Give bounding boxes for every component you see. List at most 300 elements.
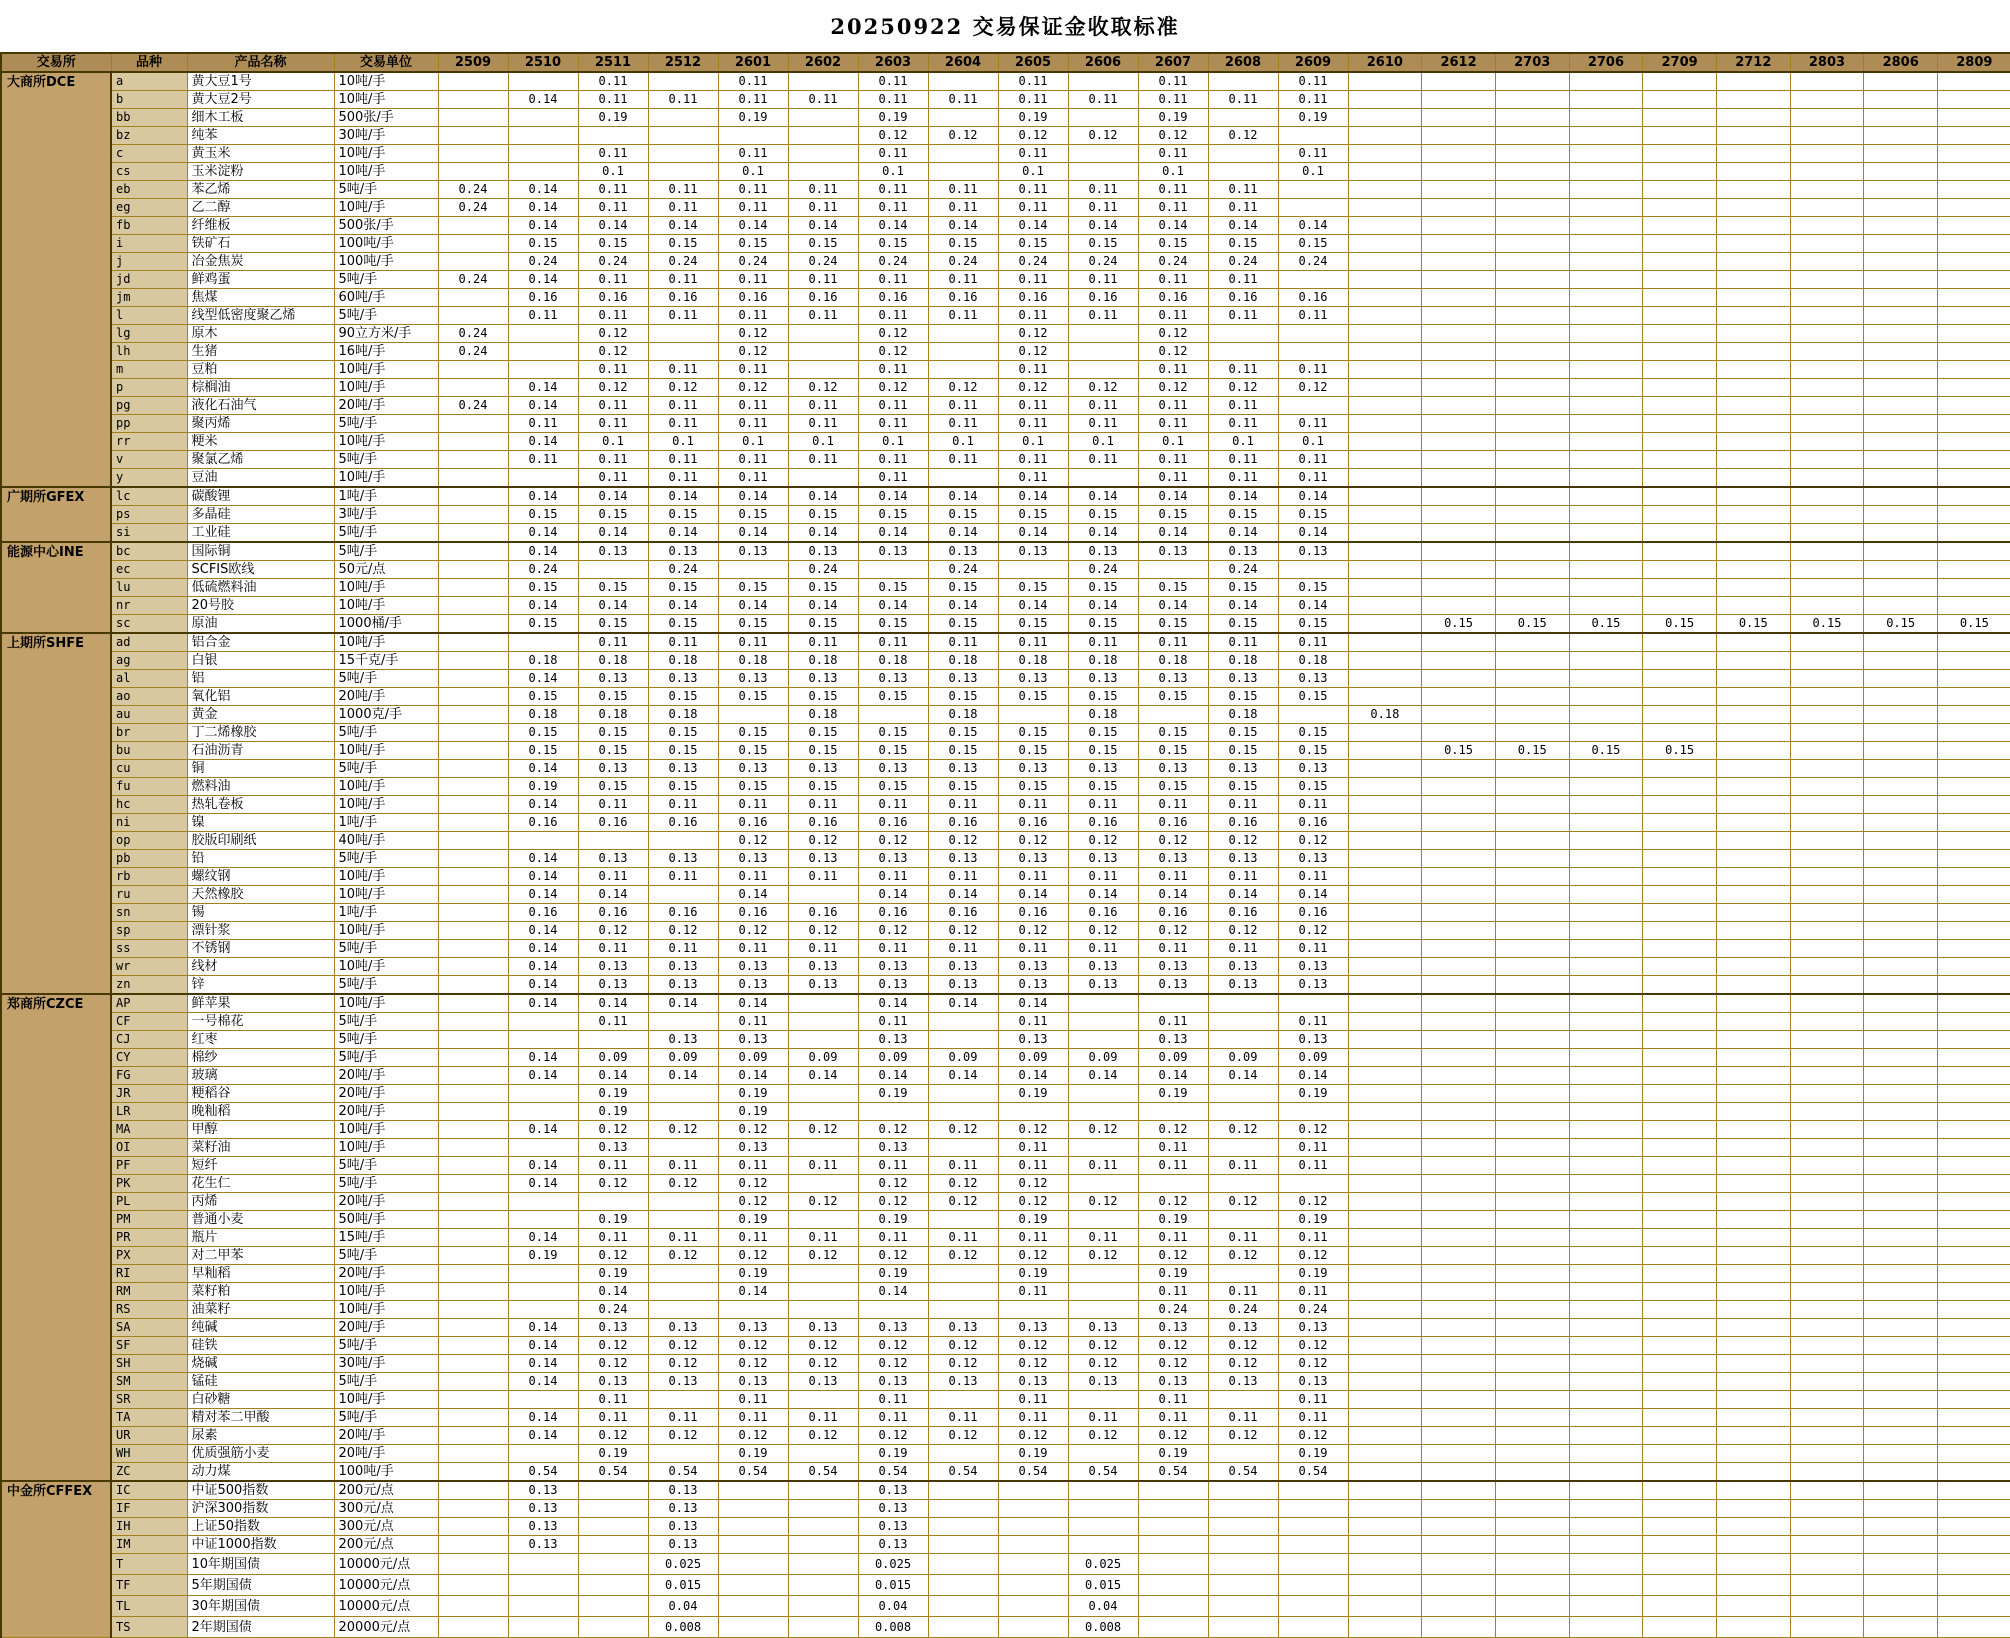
product-name[interactable]: 低硫燃料油: [187, 579, 334, 597]
margin-cell-OI-2809[interactable]: [1938, 1139, 2010, 1157]
margin-cell-fb-2605[interactable]: 0.14: [998, 217, 1068, 235]
margin-cell-sp-2709[interactable]: [1643, 922, 1717, 940]
margin-cell-RM-2806[interactable]: [1864, 1283, 1938, 1301]
trading-unit[interactable]: 300元/点: [334, 1500, 438, 1518]
margin-cell-al-2607[interactable]: 0.13: [1138, 670, 1208, 688]
margin-cell-IC-2709[interactable]: [1643, 1481, 1717, 1500]
trading-unit[interactable]: 10吨/手: [334, 868, 438, 886]
margin-cell-ni-2709[interactable]: [1643, 814, 1717, 832]
margin-cell-SH-2601[interactable]: 0.12: [718, 1355, 788, 1373]
margin-cell-FG-2703[interactable]: [1495, 1067, 1569, 1085]
trading-unit[interactable]: 10吨/手: [334, 597, 438, 615]
margin-cell-AP-2609[interactable]: [1278, 994, 1348, 1013]
margin-cell-fb-2703[interactable]: [1495, 217, 1569, 235]
margin-cell-AP-2601[interactable]: 0.14: [718, 994, 788, 1013]
margin-cell-jm-2809[interactable]: [1938, 289, 2010, 307]
margin-cell-JR-2709[interactable]: [1643, 1085, 1717, 1103]
margin-cell-nr-2706[interactable]: [1569, 597, 1643, 615]
margin-cell-j-2809[interactable]: [1938, 253, 2010, 271]
margin-cell-eg-2511[interactable]: 0.11: [578, 199, 648, 217]
margin-cell-MA-2712[interactable]: [1716, 1121, 1790, 1139]
margin-cell-au-2709[interactable]: [1643, 706, 1717, 724]
margin-cell-p-2712[interactable]: [1716, 379, 1790, 397]
margin-cell-jd-2806[interactable]: [1864, 271, 1938, 289]
margin-cell-jm-2605[interactable]: 0.16: [998, 289, 1068, 307]
margin-cell-jm-2806[interactable]: [1864, 289, 1938, 307]
margin-cell-bu-2606[interactable]: 0.15: [1068, 742, 1138, 760]
margin-cell-nr-2809[interactable]: [1938, 597, 2010, 615]
margin-cell-lh-2512[interactable]: [648, 343, 718, 361]
margin-cell-al-2609[interactable]: 0.13: [1278, 670, 1348, 688]
margin-cell-y-2609[interactable]: 0.11: [1278, 469, 1348, 488]
margin-cell-au-2608[interactable]: 0.18: [1208, 706, 1278, 724]
trading-unit[interactable]: 5吨/手: [334, 1247, 438, 1265]
margin-cell-ec-2712[interactable]: [1716, 561, 1790, 579]
margin-cell-pg-2509[interactable]: 0.24: [438, 397, 508, 415]
margin-cell-b-2512[interactable]: 0.11: [648, 91, 718, 109]
margin-cell-y-2712[interactable]: [1716, 469, 1790, 488]
margin-cell-op-2601[interactable]: 0.12: [718, 832, 788, 850]
margin-cell-SA-2608[interactable]: 0.13: [1208, 1319, 1278, 1337]
margin-cell-SA-2606[interactable]: 0.13: [1068, 1319, 1138, 1337]
margin-cell-al-2610[interactable]: [1348, 670, 1422, 688]
margin-cell-LR-2510[interactable]: [508, 1103, 578, 1121]
margin-cell-sp-2612[interactable]: [1422, 922, 1496, 940]
margin-cell-SH-2709[interactable]: [1643, 1355, 1717, 1373]
margin-cell-PR-2512[interactable]: 0.11: [648, 1229, 718, 1247]
product-code[interactable]: au: [111, 706, 187, 724]
product-code[interactable]: fu: [111, 778, 187, 796]
product-code[interactable]: RS: [111, 1301, 187, 1319]
margin-cell-c-2610[interactable]: [1348, 145, 1422, 163]
margin-cell-eb-2706[interactable]: [1569, 181, 1643, 199]
margin-cell-ad-2706[interactable]: [1569, 633, 1643, 652]
margin-cell-zn-2607[interactable]: 0.13: [1138, 976, 1208, 995]
margin-cell-m-2608[interactable]: 0.11: [1208, 361, 1278, 379]
margin-cell-ZC-2606[interactable]: 0.54: [1068, 1463, 1138, 1482]
margin-cell-ps-2712[interactable]: [1716, 506, 1790, 524]
margin-cell-TS-2510[interactable]: [508, 1617, 578, 1638]
margin-cell-op-2509[interactable]: [438, 832, 508, 850]
margin-cell-p-2806[interactable]: [1864, 379, 1938, 397]
product-code[interactable]: bu: [111, 742, 187, 760]
margin-cell-SA-2605[interactable]: 0.13: [998, 1319, 1068, 1337]
trading-unit[interactable]: 5吨/手: [334, 1049, 438, 1067]
product-name[interactable]: 原木: [187, 325, 334, 343]
margin-cell-cu-2608[interactable]: 0.13: [1208, 760, 1278, 778]
margin-cell-au-2510[interactable]: 0.18: [508, 706, 578, 724]
margin-cell-rr-2510[interactable]: 0.14: [508, 433, 578, 451]
margin-cell-PM-2606[interactable]: [1068, 1211, 1138, 1229]
margin-cell-zn-2612[interactable]: [1422, 976, 1496, 995]
margin-cell-hc-2609[interactable]: 0.11: [1278, 796, 1348, 814]
margin-cell-TS-2512[interactable]: 0.008: [648, 1617, 718, 1638]
margin-cell-RI-2610[interactable]: [1348, 1265, 1422, 1283]
margin-cell-eb-2806[interactable]: [1864, 181, 1938, 199]
product-code[interactable]: PF: [111, 1157, 187, 1175]
margin-cell-CY-2510[interactable]: 0.14: [508, 1049, 578, 1067]
margin-cell-br-2609[interactable]: 0.15: [1278, 724, 1348, 742]
trading-unit[interactable]: 100吨/手: [334, 1463, 438, 1482]
column-header-2607[interactable]: 2607: [1138, 53, 1208, 72]
margin-cell-SF-2602[interactable]: 0.12: [788, 1337, 858, 1355]
margin-cell-ad-2604[interactable]: 0.11: [928, 633, 998, 652]
margin-cell-CY-2602[interactable]: 0.09: [788, 1049, 858, 1067]
margin-cell-CY-2709[interactable]: [1643, 1049, 1717, 1067]
margin-cell-PR-2607[interactable]: 0.11: [1138, 1229, 1208, 1247]
product-name[interactable]: 不锈钢: [187, 940, 334, 958]
margin-cell-sn-2604[interactable]: 0.16: [928, 904, 998, 922]
product-code[interactable]: IH: [111, 1518, 187, 1536]
exchange-label[interactable]: 中金所CFFEX: [1, 1481, 111, 1638]
margin-cell-bu-2601[interactable]: 0.15: [718, 742, 788, 760]
margin-cell-PR-2609[interactable]: 0.11: [1278, 1229, 1348, 1247]
margin-cell-i-2605[interactable]: 0.15: [998, 235, 1068, 253]
product-code[interactable]: ad: [111, 633, 187, 652]
margin-cell-al-2703[interactable]: [1495, 670, 1569, 688]
margin-cell-eg-2608[interactable]: 0.11: [1208, 199, 1278, 217]
product-name[interactable]: 瓶片: [187, 1229, 334, 1247]
margin-cell-lh-2612[interactable]: [1422, 343, 1496, 361]
margin-cell-bc-2608[interactable]: 0.13: [1208, 542, 1278, 561]
margin-cell-PK-2712[interactable]: [1716, 1175, 1790, 1193]
margin-cell-UR-2609[interactable]: 0.12: [1278, 1427, 1348, 1445]
margin-cell-lg-2512[interactable]: [648, 325, 718, 343]
margin-cell-eb-2609[interactable]: [1278, 181, 1348, 199]
margin-cell-IC-2803[interactable]: [1790, 1481, 1864, 1500]
margin-cell-sn-2803[interactable]: [1790, 904, 1864, 922]
margin-cell-lh-2608[interactable]: [1208, 343, 1278, 361]
margin-cell-pg-2607[interactable]: 0.11: [1138, 397, 1208, 415]
margin-cell-si-2605[interactable]: 0.14: [998, 524, 1068, 543]
margin-cell-TA-2809[interactable]: [1938, 1409, 2010, 1427]
margin-cell-ss-2806[interactable]: [1864, 940, 1938, 958]
margin-cell-IF-2609[interactable]: [1278, 1500, 1348, 1518]
margin-cell-PL-2610[interactable]: [1348, 1193, 1422, 1211]
product-code[interactable]: UR: [111, 1427, 187, 1445]
margin-cell-b-2610[interactable]: [1348, 91, 1422, 109]
margin-cell-ag-2601[interactable]: 0.18: [718, 652, 788, 670]
margin-cell-j-2510[interactable]: 0.24: [508, 253, 578, 271]
margin-cell-wr-2610[interactable]: [1348, 958, 1422, 976]
margin-cell-c-2510[interactable]: [508, 145, 578, 163]
column-header-2806[interactable]: 2806: [1864, 53, 1938, 72]
margin-cell-IM-2608[interactable]: [1208, 1536, 1278, 1554]
margin-cell-pp-2603[interactable]: 0.11: [858, 415, 928, 433]
margin-cell-MA-2601[interactable]: 0.12: [718, 1121, 788, 1139]
margin-cell-rb-2510[interactable]: 0.14: [508, 868, 578, 886]
margin-cell-SH-2509[interactable]: [438, 1355, 508, 1373]
margin-cell-IM-2512[interactable]: 0.13: [648, 1536, 718, 1554]
margin-cell-CF-2509[interactable]: [438, 1013, 508, 1031]
trading-unit[interactable]: 10吨/手: [334, 361, 438, 379]
margin-cell-fu-2706[interactable]: [1569, 778, 1643, 796]
margin-cell-fu-2612[interactable]: [1422, 778, 1496, 796]
margin-cell-pp-2511[interactable]: 0.11: [578, 415, 648, 433]
margin-cell-PF-2703[interactable]: [1495, 1157, 1569, 1175]
margin-cell-TL-2703[interactable]: [1495, 1596, 1569, 1617]
margin-cell-PF-2610[interactable]: [1348, 1157, 1422, 1175]
trading-unit[interactable]: 50元/点: [334, 561, 438, 579]
column-header-2612[interactable]: 2612: [1422, 53, 1496, 72]
margin-cell-br-2806[interactable]: [1864, 724, 1938, 742]
product-name[interactable]: 棉纱: [187, 1049, 334, 1067]
margin-cell-SM-2806[interactable]: [1864, 1373, 1938, 1391]
margin-cell-TS-2612[interactable]: [1422, 1617, 1496, 1638]
margin-cell-jm-2509[interactable]: [438, 289, 508, 307]
margin-cell-sc-2703[interactable]: 0.15: [1495, 615, 1569, 634]
margin-cell-bz-2604[interactable]: 0.12: [928, 127, 998, 145]
margin-cell-ZC-2612[interactable]: [1422, 1463, 1496, 1482]
margin-cell-PL-2703[interactable]: [1495, 1193, 1569, 1211]
product-name[interactable]: 油菜籽: [187, 1301, 334, 1319]
margin-cell-LR-2712[interactable]: [1716, 1103, 1790, 1121]
margin-cell-bb-2806[interactable]: [1864, 109, 1938, 127]
margin-cell-rr-2609[interactable]: 0.1: [1278, 433, 1348, 451]
margin-cell-lc-2806[interactable]: [1864, 487, 1938, 506]
margin-cell-bb-2605[interactable]: 0.19: [998, 109, 1068, 127]
margin-cell-fb-2607[interactable]: 0.14: [1138, 217, 1208, 235]
margin-cell-SM-2511[interactable]: 0.13: [578, 1373, 648, 1391]
margin-cell-lg-2601[interactable]: 0.12: [718, 325, 788, 343]
margin-cell-FG-2512[interactable]: 0.14: [648, 1067, 718, 1085]
margin-cell-wr-2709[interactable]: [1643, 958, 1717, 976]
margin-cell-l-2610[interactable]: [1348, 307, 1422, 325]
margin-cell-SA-2607[interactable]: 0.13: [1138, 1319, 1208, 1337]
margin-cell-WH-2706[interactable]: [1569, 1445, 1643, 1463]
margin-cell-OI-2609[interactable]: 0.11: [1278, 1139, 1348, 1157]
trading-unit[interactable]: 200元/点: [334, 1481, 438, 1500]
trading-unit[interactable]: 10吨/手: [334, 145, 438, 163]
margin-cell-WH-2803[interactable]: [1790, 1445, 1864, 1463]
margin-cell-IH-2706[interactable]: [1569, 1518, 1643, 1536]
margin-cell-hc-2809[interactable]: [1938, 796, 2010, 814]
margin-cell-y-2608[interactable]: 0.11: [1208, 469, 1278, 488]
margin-cell-TF-2512[interactable]: 0.015: [648, 1575, 718, 1596]
margin-cell-RS-2610[interactable]: [1348, 1301, 1422, 1319]
product-name[interactable]: 锡: [187, 904, 334, 922]
product-name[interactable]: 黄大豆1号: [187, 72, 334, 91]
margin-cell-ps-2605[interactable]: 0.15: [998, 506, 1068, 524]
product-code[interactable]: TF: [111, 1575, 187, 1596]
margin-cell-ni-2712[interactable]: [1716, 814, 1790, 832]
margin-cell-i-2610[interactable]: [1348, 235, 1422, 253]
margin-cell-sc-2603[interactable]: 0.15: [858, 615, 928, 634]
margin-cell-lu-2703[interactable]: [1495, 579, 1569, 597]
margin-cell-IH-2511[interactable]: [578, 1518, 648, 1536]
margin-cell-rb-2809[interactable]: [1938, 868, 2010, 886]
margin-cell-ag-2512[interactable]: 0.18: [648, 652, 718, 670]
margin-cell-c-2709[interactable]: [1643, 145, 1717, 163]
product-code[interactable]: MA: [111, 1121, 187, 1139]
margin-cell-AP-2706[interactable]: [1569, 994, 1643, 1013]
trading-unit[interactable]: 5吨/手: [334, 724, 438, 742]
column-header-2803[interactable]: 2803: [1790, 53, 1864, 72]
margin-cell-p-2612[interactable]: [1422, 379, 1496, 397]
margin-cell-ec-2607[interactable]: [1138, 561, 1208, 579]
margin-cell-TL-2610[interactable]: [1348, 1596, 1422, 1617]
margin-cell-op-2806[interactable]: [1864, 832, 1938, 850]
margin-cell-SA-2604[interactable]: 0.13: [928, 1319, 998, 1337]
margin-cell-pb-2610[interactable]: [1348, 850, 1422, 868]
margin-cell-AP-2603[interactable]: 0.14: [858, 994, 928, 1013]
trading-unit[interactable]: 5吨/手: [334, 271, 438, 289]
margin-cell-y-2602[interactable]: [788, 469, 858, 488]
product-name[interactable]: 铁矿石: [187, 235, 334, 253]
margin-cell-PR-2806[interactable]: [1864, 1229, 1938, 1247]
margin-cell-nr-2509[interactable]: [438, 597, 508, 615]
margin-cell-PR-2612[interactable]: [1422, 1229, 1496, 1247]
margin-cell-IH-2603[interactable]: 0.13: [858, 1518, 928, 1536]
margin-cell-b-2706[interactable]: [1569, 91, 1643, 109]
column-header-品种[interactable]: 品种: [111, 53, 187, 72]
margin-cell-PM-2803[interactable]: [1790, 1211, 1864, 1229]
margin-cell-RI-2609[interactable]: 0.19: [1278, 1265, 1348, 1283]
margin-cell-rr-2602[interactable]: 0.1: [788, 433, 858, 451]
margin-cell-FG-2509[interactable]: [438, 1067, 508, 1085]
product-code[interactable]: SR: [111, 1391, 187, 1409]
margin-cell-zn-2512[interactable]: 0.13: [648, 976, 718, 995]
margin-cell-TA-2603[interactable]: 0.11: [858, 1409, 928, 1427]
margin-cell-TF-2706[interactable]: [1569, 1575, 1643, 1596]
margin-cell-jm-2604[interactable]: 0.16: [928, 289, 998, 307]
margin-cell-wr-2510[interactable]: 0.14: [508, 958, 578, 976]
margin-cell-pb-2512[interactable]: 0.13: [648, 850, 718, 868]
margin-cell-l-2712[interactable]: [1716, 307, 1790, 325]
product-name[interactable]: 普通小麦: [187, 1211, 334, 1229]
margin-cell-PX-2607[interactable]: 0.12: [1138, 1247, 1208, 1265]
product-name[interactable]: 氧化铝: [187, 688, 334, 706]
margin-cell-AP-2709[interactable]: [1643, 994, 1717, 1013]
margin-cell-PR-2602[interactable]: 0.11: [788, 1229, 858, 1247]
margin-cell-CJ-2703[interactable]: [1495, 1031, 1569, 1049]
margin-cell-JR-2602[interactable]: [788, 1085, 858, 1103]
margin-cell-y-2610[interactable]: [1348, 469, 1422, 488]
margin-cell-lu-2609[interactable]: 0.15: [1278, 579, 1348, 597]
margin-cell-jd-2604[interactable]: 0.11: [928, 271, 998, 289]
margin-cell-TL-2601[interactable]: [718, 1596, 788, 1617]
margin-cell-si-2803[interactable]: [1790, 524, 1864, 543]
margin-cell-zn-2606[interactable]: 0.13: [1068, 976, 1138, 995]
margin-cell-SR-2605[interactable]: 0.11: [998, 1391, 1068, 1409]
margin-cell-IM-2712[interactable]: [1716, 1536, 1790, 1554]
margin-cell-RM-2712[interactable]: [1716, 1283, 1790, 1301]
margin-cell-zn-2809[interactable]: [1938, 976, 2010, 995]
margin-cell-fb-2510[interactable]: 0.14: [508, 217, 578, 235]
margin-cell-RM-2510[interactable]: [508, 1283, 578, 1301]
margin-cell-RI-2603[interactable]: 0.19: [858, 1265, 928, 1283]
margin-cell-j-2511[interactable]: 0.24: [578, 253, 648, 271]
margin-cell-PX-2703[interactable]: [1495, 1247, 1569, 1265]
margin-cell-lc-2706[interactable]: [1569, 487, 1643, 506]
margin-cell-MA-2509[interactable]: [438, 1121, 508, 1139]
margin-cell-i-2601[interactable]: 0.15: [718, 235, 788, 253]
margin-cell-SR-2603[interactable]: 0.11: [858, 1391, 928, 1409]
margin-cell-T-2602[interactable]: [788, 1554, 858, 1575]
margin-cell-IC-2604[interactable]: [928, 1481, 998, 1500]
margin-cell-fu-2809[interactable]: [1938, 778, 2010, 796]
product-name[interactable]: 铝合金: [187, 633, 334, 652]
margin-cell-pg-2712[interactable]: [1716, 397, 1790, 415]
margin-cell-bb-2603[interactable]: 0.19: [858, 109, 928, 127]
margin-cell-SR-2510[interactable]: [508, 1391, 578, 1409]
margin-cell-PL-2603[interactable]: 0.12: [858, 1193, 928, 1211]
margin-cell-sp-2806[interactable]: [1864, 922, 1938, 940]
margin-cell-CY-2806[interactable]: [1864, 1049, 1938, 1067]
margin-cell-br-2602[interactable]: 0.15: [788, 724, 858, 742]
margin-cell-v-2806[interactable]: [1864, 451, 1938, 469]
margin-cell-pg-2809[interactable]: [1938, 397, 2010, 415]
margin-cell-wr-2809[interactable]: [1938, 958, 2010, 976]
margin-cell-JR-2607[interactable]: 0.19: [1138, 1085, 1208, 1103]
margin-cell-sp-2601[interactable]: 0.12: [718, 922, 788, 940]
margin-cell-op-2606[interactable]: 0.12: [1068, 832, 1138, 850]
margin-cell-m-2706[interactable]: [1569, 361, 1643, 379]
trading-unit[interactable]: 10吨/手: [334, 579, 438, 597]
margin-cell-op-2510[interactable]: [508, 832, 578, 850]
margin-cell-zn-2605[interactable]: 0.13: [998, 976, 1068, 995]
product-code[interactable]: a: [111, 72, 187, 91]
margin-cell-zn-2604[interactable]: 0.13: [928, 976, 998, 995]
margin-cell-wr-2603[interactable]: 0.13: [858, 958, 928, 976]
margin-cell-jm-2512[interactable]: 0.16: [648, 289, 718, 307]
margin-cell-RM-2612[interactable]: [1422, 1283, 1496, 1301]
margin-cell-cs-2606[interactable]: [1068, 163, 1138, 181]
margin-cell-bc-2510[interactable]: 0.14: [508, 542, 578, 561]
margin-cell-ni-2511[interactable]: 0.16: [578, 814, 648, 832]
margin-cell-RS-2703[interactable]: [1495, 1301, 1569, 1319]
product-code[interactable]: PX: [111, 1247, 187, 1265]
margin-cell-ao-2609[interactable]: 0.15: [1278, 688, 1348, 706]
margin-cell-PR-2703[interactable]: [1495, 1229, 1569, 1247]
margin-cell-ec-2608[interactable]: 0.24: [1208, 561, 1278, 579]
margin-cell-lh-2806[interactable]: [1864, 343, 1938, 361]
margin-cell-au-2703[interactable]: [1495, 706, 1569, 724]
margin-cell-nr-2603[interactable]: 0.14: [858, 597, 928, 615]
trading-unit[interactable]: 15吨/手: [334, 1229, 438, 1247]
margin-cell-AP-2610[interactable]: [1348, 994, 1422, 1013]
product-name[interactable]: 10年期国债: [187, 1554, 334, 1575]
trading-unit[interactable]: 5吨/手: [334, 1409, 438, 1427]
margin-cell-sc-2604[interactable]: 0.15: [928, 615, 998, 634]
margin-cell-WH-2605[interactable]: 0.19: [998, 1445, 1068, 1463]
margin-cell-PF-2509[interactable]: [438, 1157, 508, 1175]
margin-cell-p-2608[interactable]: 0.12: [1208, 379, 1278, 397]
margin-cell-pb-2608[interactable]: 0.13: [1208, 850, 1278, 868]
margin-cell-WH-2511[interactable]: 0.19: [578, 1445, 648, 1463]
margin-cell-lh-2609[interactable]: [1278, 343, 1348, 361]
margin-cell-CF-2612[interactable]: [1422, 1013, 1496, 1031]
margin-cell-lh-2605[interactable]: 0.12: [998, 343, 1068, 361]
margin-cell-ag-2602[interactable]: 0.18: [788, 652, 858, 670]
margin-cell-rb-2512[interactable]: 0.11: [648, 868, 718, 886]
margin-cell-op-2612[interactable]: [1422, 832, 1496, 850]
margin-cell-fu-2712[interactable]: [1716, 778, 1790, 796]
margin-cell-fb-2809[interactable]: [1938, 217, 2010, 235]
margin-cell-bz-2608[interactable]: 0.12: [1208, 127, 1278, 145]
margin-cell-op-2706[interactable]: [1569, 832, 1643, 850]
margin-cell-CF-2510[interactable]: [508, 1013, 578, 1031]
product-code[interactable]: nr: [111, 597, 187, 615]
product-code[interactable]: hc: [111, 796, 187, 814]
margin-cell-TF-2709[interactable]: [1643, 1575, 1717, 1596]
margin-cell-eg-2606[interactable]: 0.11: [1068, 199, 1138, 217]
margin-cell-WH-2603[interactable]: 0.19: [858, 1445, 928, 1463]
margin-cell-si-2712[interactable]: [1716, 524, 1790, 543]
margin-cell-SM-2601[interactable]: 0.13: [718, 1373, 788, 1391]
margin-cell-SR-2809[interactable]: [1938, 1391, 2010, 1409]
margin-cell-ss-2511[interactable]: 0.11: [578, 940, 648, 958]
